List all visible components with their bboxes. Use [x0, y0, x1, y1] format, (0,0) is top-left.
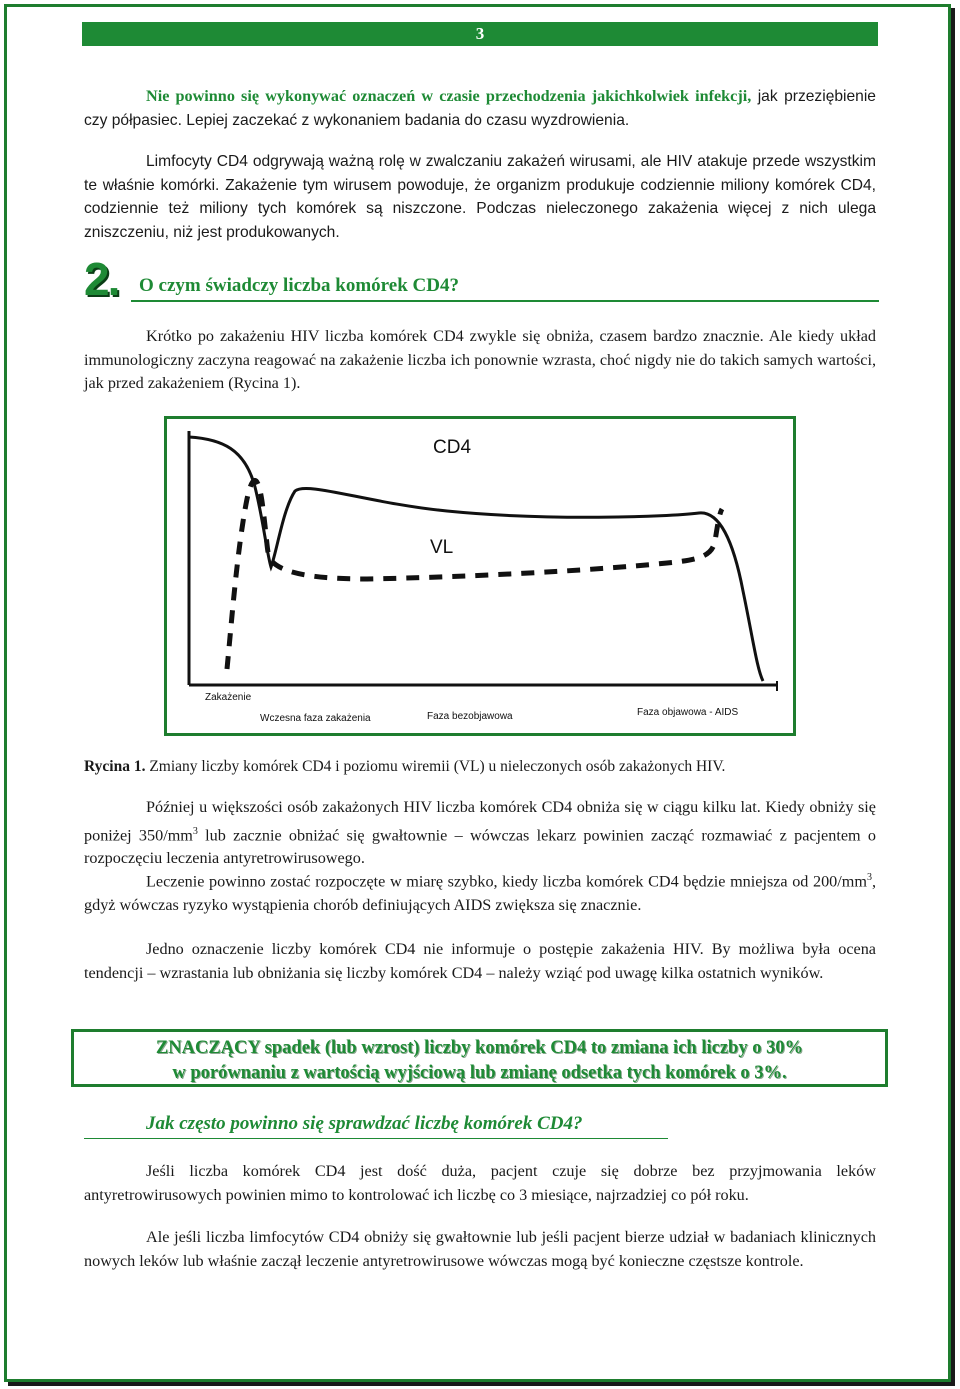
paragraph-cd4-role: Limfocyty CD4 odgrywają ważną rolę w zwalczaniu zakażeń wirusami, ale HIV atakuje przede wszystkim te właśnie komórki. Zakażenie tym wirusem powoduje, że organizm produkuje codziennie miliony komórek CD4, codziennie też miliony tych komórek są niszczone. Podczas nieleczonego zakażenia więcej z nich ulega zniszczeniu, niż jest produkowanych.: [84, 153, 876, 241]
p4-text: Później u większości osób zakażonych HIV liczba komórek CD4 obniża się w ciągu kilku lat. Kiedy obniży się poniżej 350/mm: [84, 798, 876, 844]
series-line-cd4: [189, 437, 763, 681]
x-label-infection: Zakażenie: [205, 692, 252, 703]
subheading-underline: [84, 1138, 668, 1139]
series-line-vl: [227, 480, 722, 669]
p5-superscript: 3: [866, 872, 872, 883]
x-label-aids: Faza objawowa - AIDS: [637, 707, 739, 718]
section-underline: [131, 300, 879, 302]
p4-superscript: 3: [192, 825, 198, 837]
caption-label: Rycina 1.: [84, 758, 146, 775]
paragraph-infection-warning: [84, 85, 876, 132]
infection-warning-rest: jak przeziębienie czy półpasiec. Lepiej zaczekać z wykonaniem badania do czasu wyzdrowienia.: [84, 88, 876, 129]
paragraph-check-frequency: Jeśli liczba komórek CD4 jest dość duża, pacjent czuje się dobrze bez przyjmowania leków antyretrowirusowych powinien mimo to kontrolować ich liczbę co 3 miesiące, najrzadziej co pół roku.: [84, 1162, 876, 1204]
paragraph-cd4-drop: Krótko po zakażeniu HIV liczba komórek CD4 zwykle się obniża, czasem bardzo znacznie. Ale kiedy układ immunologiczny zaczyna reagować na zakażenie liczba ich ponownie wzrasta, choć nigdy nie do takich samych wartości, jak przed zakażeniem (Rycina 1).: [84, 327, 876, 392]
p5-text: Leczenie powinno zostać rozpoczęte w miarę szybko, kiedy liczba komórek CD4 będzie mniejsza od 200/mm: [146, 872, 867, 891]
infection-warning-bold: Nie powinno się wykonywać oznaczeń w czasie przechodzenia jakichkolwiek infekcji,: [146, 87, 752, 105]
paragraph-treatment-start: [84, 866, 876, 917]
section-number: 2.: [84, 253, 119, 305]
x-label-early-phase: Wczesna faza zakażenia: [260, 713, 371, 724]
caption-text: Zmiany liczby komórek CD4 i poziomu wiremii (VL) u nieleczonych osób zakażonych HIV.: [145, 758, 726, 775]
paragraph-single-measurement: Jedno oznaczenie liczby komórek CD4 nie informuje o postępie zakażenia HIV. By możliwa była ocena tendencji – wzrastania lub obniżania się liczby komórek CD4 – należy wziąć pod uwagę kilka ostatnich wyników.: [84, 940, 876, 982]
p5-rest: , gdyż wówczas ryzyko wystąpienia chorób definiujących AIDS zwiększa się znacznie.: [84, 872, 876, 914]
chart-svg: [167, 419, 793, 733]
series-label-cd4: CD4: [433, 437, 472, 458]
callout-line-2: w porównaniu z wartością wyjściową lub zmianę odsetka tych komórek o 3%.: [172, 1063, 787, 1083]
figure-cd4-vl-chart: [164, 416, 796, 736]
section-title: O czym świadczy liczba komórek CD4?: [139, 275, 459, 296]
callout-line-1: ZNACZĄCY spadek (lub wzrost) liczby komórek CD4 to zmiana ich liczby o 30%: [155, 1038, 804, 1058]
figure-caption: [84, 757, 725, 777]
series-label-vl: VL: [430, 537, 454, 558]
p4-rest: lub zacznie obniżać się gwałtownie – wówczas lekarz powinien zacząć rozmawiać z pacjentem o rozpoczęciu leczenia antyretrowirusowego.: [84, 825, 876, 868]
page-number-bar: [82, 22, 878, 46]
callout-significant-change: [71, 1029, 888, 1087]
page-number: 3: [475, 24, 485, 43]
x-label-asymptomatic: Faza bezobjawowa: [427, 711, 513, 722]
paragraph-frequent-checks: Ale jeśli liczba limfocytów CD4 obniży się gwałtownie lub jeśli pacjent bierze udział w badaniach klinicznych nowych leków lub właśnie zaczął leczenie antyretrowirusowe wówczas mogą być konieczne częstsze kontrole.: [84, 1228, 876, 1270]
paragraph-cd4-decline: [84, 796, 876, 871]
subheading-frequency: Jak często powinno się sprawdzać liczbę komórek CD4?: [146, 1113, 583, 1134]
